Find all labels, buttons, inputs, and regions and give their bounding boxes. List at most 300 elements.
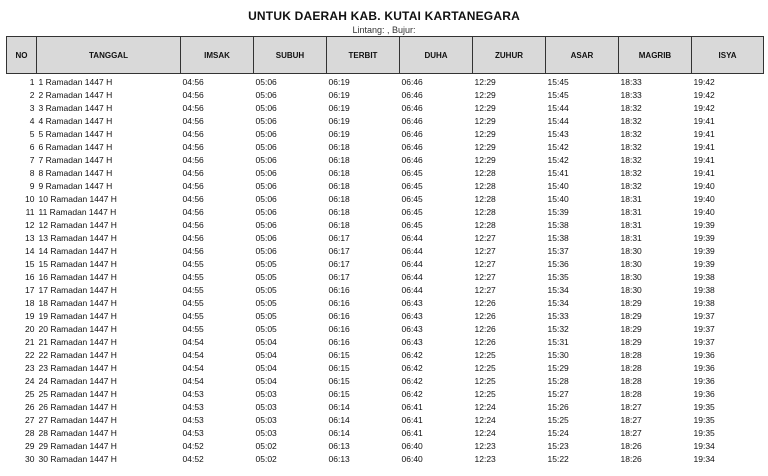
tanggal-cell: 10 Ramadan 1447 H — [38, 194, 117, 204]
duha-cell: 06:46 — [401, 116, 423, 126]
magrib-cell: 18:29 — [620, 337, 642, 347]
subuh-cell: 05:04 — [255, 363, 277, 373]
no-cell: 25 — [25, 389, 35, 399]
terbit-cell: 06:19 — [328, 77, 350, 87]
terbit-cell: 06:16 — [328, 285, 350, 295]
imsak-cell: 04:56 — [182, 233, 204, 243]
duha-cell: 06:46 — [401, 142, 423, 152]
no-cell: 18 — [25, 298, 35, 308]
imsak-cell: 04:56 — [182, 142, 204, 152]
magrib-cell: 18:29 — [620, 324, 642, 334]
duha-cell: 06:45 — [401, 168, 423, 178]
asar-cell: 15:22 — [547, 454, 569, 464]
isya-cell: 19:34 — [693, 454, 715, 464]
zuhur-cell: 12:29 — [474, 103, 496, 113]
tanggal-cell: 1 Ramadan 1447 H — [38, 77, 113, 87]
schedule-table — [6, 36, 764, 466]
magrib-cell: 18:30 — [620, 272, 642, 282]
subuh-cell: 05:06 — [255, 103, 277, 113]
subuh-cell: 05:06 — [255, 77, 277, 87]
terbit-cell: 06:17 — [328, 259, 350, 269]
isya-cell: 19:35 — [693, 415, 715, 425]
no-cell: 3 — [29, 103, 35, 113]
isya-cell: 19:39 — [693, 246, 715, 256]
imsak-cell: 04:56 — [182, 77, 204, 87]
magrib-cell: 18:32 — [620, 155, 642, 165]
duha-cell: 06:41 — [401, 428, 423, 438]
duha-cell: 06:46 — [401, 103, 423, 113]
magrib-cell: 18:28 — [620, 376, 642, 386]
table-row — [7, 219, 764, 232]
magrib-cell: 18:28 — [620, 363, 642, 373]
zuhur-cell: 12:23 — [474, 454, 496, 464]
asar-cell: 15:35 — [547, 272, 569, 282]
table-row — [7, 245, 764, 258]
table-row — [7, 349, 764, 362]
column-header-asar: ASAR — [546, 37, 619, 74]
zuhur-cell: 12:25 — [474, 363, 496, 373]
zuhur-cell: 12:28 — [474, 194, 496, 204]
subuh-cell: 05:06 — [255, 129, 277, 139]
tanggal-cell: 18 Ramadan 1447 H — [38, 298, 117, 308]
no-cell: 13 — [25, 233, 35, 243]
no-cell: 28 — [25, 428, 35, 438]
zuhur-cell: 12:26 — [474, 324, 496, 334]
zuhur-cell: 12:28 — [474, 181, 496, 191]
duha-cell: 06:45 — [401, 194, 423, 204]
asar-cell: 15:39 — [547, 207, 569, 217]
magrib-cell: 18:33 — [620, 77, 642, 87]
zuhur-cell: 12:28 — [474, 207, 496, 217]
column-header-terbit: TERBIT — [327, 37, 400, 74]
imsak-cell: 04:56 — [182, 220, 204, 230]
magrib-cell: 18:27 — [620, 428, 642, 438]
terbit-cell: 06:18 — [328, 207, 350, 217]
subuh-cell: 05:06 — [255, 90, 277, 100]
table-row — [7, 74, 764, 90]
no-cell: 20 — [25, 324, 35, 334]
subuh-cell: 05:06 — [255, 168, 277, 178]
table-row — [7, 453, 764, 466]
duha-cell: 06:44 — [401, 272, 423, 282]
isya-cell: 19:42 — [693, 90, 715, 100]
table-row — [7, 102, 764, 115]
isya-cell: 19:41 — [693, 142, 715, 152]
isya-cell: 19:36 — [693, 363, 715, 373]
subuh-cell: 05:06 — [255, 142, 277, 152]
table-row — [7, 401, 764, 414]
table-row — [7, 154, 764, 167]
tanggal-cell: 12 Ramadan 1447 H — [38, 220, 117, 230]
duha-cell: 06:43 — [401, 298, 423, 308]
isya-cell: 19:41 — [693, 116, 715, 126]
zuhur-cell: 12:24 — [474, 415, 496, 425]
magrib-cell: 18:31 — [620, 207, 642, 217]
asar-cell: 15:29 — [547, 363, 569, 373]
imsak-cell: 04:54 — [182, 376, 204, 386]
terbit-cell: 06:16 — [328, 311, 350, 321]
table-row — [7, 271, 764, 284]
no-cell: 23 — [25, 363, 35, 373]
subuh-cell: 05:05 — [255, 272, 277, 282]
no-cell: 24 — [25, 376, 35, 386]
imsak-cell: 04:53 — [182, 428, 204, 438]
tanggal-cell: 8 Ramadan 1447 H — [38, 168, 113, 178]
isya-cell: 19:39 — [693, 220, 715, 230]
terbit-cell: 06:16 — [328, 324, 350, 334]
table-row — [7, 440, 764, 453]
imsak-cell: 04:52 — [182, 454, 204, 464]
tanggal-cell: 27 Ramadan 1447 H — [38, 415, 117, 425]
imsak-cell: 04:56 — [182, 155, 204, 165]
subuh-cell: 05:06 — [255, 220, 277, 230]
terbit-cell: 06:14 — [328, 415, 350, 425]
imsak-cell: 04:55 — [182, 272, 204, 282]
magrib-cell: 18:29 — [620, 298, 642, 308]
magrib-cell: 18:28 — [620, 389, 642, 399]
zuhur-cell: 12:29 — [474, 155, 496, 165]
column-header-zuhur: ZUHUR — [473, 37, 546, 74]
magrib-cell: 18:32 — [620, 103, 642, 113]
coordinates-subtitle: Lintang: , Bujur: — [352, 25, 416, 35]
no-cell: 19 — [25, 311, 35, 321]
tanggal-cell: 15 Ramadan 1447 H — [38, 259, 117, 269]
asar-cell: 15:36 — [547, 259, 569, 269]
duha-cell: 06:42 — [401, 350, 423, 360]
table-row — [7, 362, 764, 375]
duha-cell: 06:42 — [401, 363, 423, 373]
tanggal-cell: 28 Ramadan 1447 H — [38, 428, 117, 438]
asar-cell: 15:38 — [547, 233, 569, 243]
column-header-subuh: SUBUH — [254, 37, 327, 74]
no-cell: 4 — [29, 116, 35, 126]
imsak-cell: 04:56 — [182, 103, 204, 113]
tanggal-cell: 26 Ramadan 1447 H — [38, 402, 117, 412]
tanggal-cell: 22 Ramadan 1447 H — [38, 350, 117, 360]
table-row — [7, 284, 764, 297]
duha-cell: 06:43 — [401, 311, 423, 321]
terbit-cell: 06:19 — [328, 129, 350, 139]
table-row — [7, 323, 764, 336]
tanggal-cell: 16 Ramadan 1447 H — [38, 272, 117, 282]
imsak-cell: 04:55 — [182, 285, 204, 295]
duha-cell: 06:42 — [401, 376, 423, 386]
magrib-cell: 18:27 — [620, 415, 642, 425]
imsak-cell: 04:55 — [182, 324, 204, 334]
terbit-cell: 06:15 — [328, 363, 350, 373]
duha-cell: 06:45 — [401, 207, 423, 217]
tanggal-cell: 20 Ramadan 1447 H — [38, 324, 117, 334]
no-cell: 6 — [29, 142, 35, 152]
zuhur-cell: 12:27 — [474, 259, 496, 269]
isya-cell: 19:41 — [693, 168, 715, 178]
table-row — [7, 167, 764, 180]
asar-cell: 15:45 — [547, 90, 569, 100]
terbit-cell: 06:19 — [328, 90, 350, 100]
zuhur-cell: 12:26 — [474, 311, 496, 321]
page-title: UNTUK DAERAH KAB. KUTAI KARTANEGARA — [248, 9, 520, 23]
subuh-cell: 05:03 — [255, 402, 277, 412]
asar-cell: 15:41 — [547, 168, 569, 178]
imsak-cell: 04:56 — [182, 181, 204, 191]
asar-cell: 15:42 — [547, 155, 569, 165]
table-row — [7, 375, 764, 388]
table-row — [7, 258, 764, 271]
no-cell: 5 — [29, 129, 35, 139]
imsak-cell: 04:53 — [182, 415, 204, 425]
imsak-cell: 04:55 — [182, 298, 204, 308]
column-header-tanggal: TANGGAL — [37, 37, 181, 74]
terbit-cell: 06:18 — [328, 181, 350, 191]
imsak-cell: 04:55 — [182, 259, 204, 269]
duha-cell: 06:45 — [401, 220, 423, 230]
column-header-no: NO — [7, 37, 37, 74]
no-cell: 10 — [25, 194, 35, 204]
zuhur-cell: 12:28 — [474, 168, 496, 178]
table-row — [7, 388, 764, 401]
no-cell: 21 — [25, 337, 35, 347]
duha-cell: 06:46 — [401, 90, 423, 100]
imsak-cell: 04:56 — [182, 168, 204, 178]
terbit-cell: 06:19 — [328, 103, 350, 113]
imsak-cell: 04:56 — [182, 207, 204, 217]
duha-cell: 06:44 — [401, 259, 423, 269]
isya-cell: 19:41 — [693, 129, 715, 139]
subuh-cell: 05:02 — [255, 454, 277, 464]
zuhur-cell: 12:29 — [474, 142, 496, 152]
asar-cell: 15:38 — [547, 220, 569, 230]
no-cell: 30 — [25, 454, 35, 464]
imsak-cell: 04:54 — [182, 337, 204, 347]
asar-cell: 15:25 — [547, 415, 569, 425]
terbit-cell: 06:17 — [328, 272, 350, 282]
subuh-cell: 05:06 — [255, 207, 277, 217]
magrib-cell: 18:31 — [620, 194, 642, 204]
zuhur-cell: 12:26 — [474, 298, 496, 308]
asar-cell: 15:44 — [547, 103, 569, 113]
tanggal-cell: 19 Ramadan 1447 H — [38, 311, 117, 321]
table-row — [7, 232, 764, 245]
asar-cell: 15:31 — [547, 337, 569, 347]
zuhur-cell: 12:27 — [474, 272, 496, 282]
subuh-cell: 05:05 — [255, 311, 277, 321]
no-cell: 15 — [25, 259, 35, 269]
subuh-cell: 05:04 — [255, 376, 277, 386]
no-cell: 16 — [25, 272, 35, 282]
asar-cell: 15:26 — [547, 402, 569, 412]
magrib-cell: 18:32 — [620, 142, 642, 152]
imsak-cell: 04:56 — [182, 129, 204, 139]
isya-cell: 19:37 — [693, 337, 715, 347]
no-cell: 12 — [25, 220, 35, 230]
duha-cell: 06:44 — [401, 246, 423, 256]
no-cell: 8 — [29, 168, 35, 178]
asar-cell: 15:24 — [547, 428, 569, 438]
no-cell: 11 — [25, 207, 35, 217]
zuhur-cell: 12:25 — [474, 376, 496, 386]
isya-cell: 19:37 — [693, 324, 715, 334]
magrib-cell: 18:30 — [620, 285, 642, 295]
subuh-cell: 05:06 — [255, 233, 277, 243]
imsak-cell: 04:56 — [182, 194, 204, 204]
isya-cell: 19:35 — [693, 428, 715, 438]
tanggal-cell: 6 Ramadan 1447 H — [38, 142, 113, 152]
no-cell: 22 — [25, 350, 35, 360]
subuh-cell: 05:05 — [255, 285, 277, 295]
magrib-cell: 18:30 — [620, 259, 642, 269]
no-cell: 14 — [25, 246, 35, 256]
isya-cell: 19:41 — [693, 155, 715, 165]
magrib-cell: 18:32 — [620, 168, 642, 178]
terbit-cell: 06:15 — [328, 389, 350, 399]
duha-cell: 06:41 — [401, 415, 423, 425]
zuhur-cell: 12:27 — [474, 233, 496, 243]
terbit-cell: 06:18 — [328, 194, 350, 204]
duha-cell: 06:46 — [401, 77, 423, 87]
isya-cell: 19:35 — [693, 402, 715, 412]
table-row — [7, 206, 764, 219]
terbit-cell: 06:19 — [328, 116, 350, 126]
asar-cell: 15:42 — [547, 142, 569, 152]
subuh-cell: 05:03 — [255, 428, 277, 438]
duha-cell: 06:40 — [401, 454, 423, 464]
duha-cell: 06:43 — [401, 337, 423, 347]
asar-cell: 15:34 — [547, 285, 569, 295]
table-row — [7, 128, 764, 141]
terbit-cell: 06:14 — [328, 402, 350, 412]
zuhur-cell: 12:23 — [474, 441, 496, 451]
asar-cell: 15:30 — [547, 350, 569, 360]
asar-cell: 15:28 — [547, 376, 569, 386]
column-header-isya: ISYA — [692, 37, 764, 74]
isya-cell: 19:40 — [693, 181, 715, 191]
isya-cell: 19:34 — [693, 441, 715, 451]
zuhur-cell: 12:29 — [474, 129, 496, 139]
imsak-cell: 04:52 — [182, 441, 204, 451]
asar-cell: 15:33 — [547, 311, 569, 321]
magrib-cell: 18:27 — [620, 402, 642, 412]
tanggal-cell: 17 Ramadan 1447 H — [38, 285, 117, 295]
subuh-cell: 05:04 — [255, 337, 277, 347]
table-row — [7, 180, 764, 193]
zuhur-cell: 12:25 — [474, 389, 496, 399]
table-row — [7, 414, 764, 427]
subuh-cell: 05:03 — [255, 389, 277, 399]
table-row — [7, 89, 764, 102]
imsak-cell: 04:53 — [182, 389, 204, 399]
isya-cell: 19:37 — [693, 311, 715, 321]
terbit-cell: 06:17 — [328, 246, 350, 256]
terbit-cell: 06:18 — [328, 155, 350, 165]
tanggal-cell: 5 Ramadan 1447 H — [38, 129, 113, 139]
terbit-cell: 06:13 — [328, 441, 350, 451]
magrib-cell: 18:31 — [620, 233, 642, 243]
asar-cell: 15:40 — [547, 194, 569, 204]
tanggal-cell: 24 Ramadan 1447 H — [38, 376, 117, 386]
magrib-cell: 18:31 — [620, 220, 642, 230]
magrib-cell: 18:28 — [620, 350, 642, 360]
terbit-cell: 06:13 — [328, 454, 350, 464]
subuh-cell: 05:04 — [255, 350, 277, 360]
tanggal-cell: 21 Ramadan 1447 H — [38, 337, 117, 347]
terbit-cell: 06:15 — [328, 376, 350, 386]
no-cell: 9 — [29, 181, 35, 191]
table-row — [7, 427, 764, 440]
zuhur-cell: 12:24 — [474, 428, 496, 438]
isya-cell: 19:36 — [693, 350, 715, 360]
imsak-cell: 04:54 — [182, 363, 204, 373]
no-cell: 17 — [25, 285, 35, 295]
asar-cell: 15:27 — [547, 389, 569, 399]
tanggal-cell: 2 Ramadan 1447 H — [38, 90, 113, 100]
isya-cell: 19:39 — [693, 259, 715, 269]
duha-cell: 06:46 — [401, 129, 423, 139]
table-row — [7, 297, 764, 310]
isya-cell: 19:38 — [693, 298, 715, 308]
isya-cell: 19:39 — [693, 233, 715, 243]
duha-cell: 06:41 — [401, 402, 423, 412]
table-row — [7, 193, 764, 206]
imsak-cell: 04:53 — [182, 402, 204, 412]
tanggal-cell: 23 Ramadan 1447 H — [38, 363, 117, 373]
no-cell: 1 — [29, 77, 35, 87]
terbit-cell: 06:16 — [328, 337, 350, 347]
tanggal-cell: 9 Ramadan 1447 H — [38, 181, 113, 191]
zuhur-cell: 12:27 — [474, 246, 496, 256]
imsak-cell: 04:56 — [182, 246, 204, 256]
duha-cell: 06:45 — [401, 181, 423, 191]
tanggal-cell: 25 Ramadan 1447 H — [38, 389, 117, 399]
imsak-cell: 04:56 — [182, 90, 204, 100]
terbit-cell: 06:18 — [328, 220, 350, 230]
magrib-cell: 18:29 — [620, 311, 642, 321]
terbit-cell: 06:16 — [328, 298, 350, 308]
magrib-cell: 18:30 — [620, 246, 642, 256]
no-cell: 7 — [29, 155, 35, 165]
duha-cell: 06:43 — [401, 324, 423, 334]
asar-cell: 15:44 — [547, 116, 569, 126]
subuh-cell: 05:06 — [255, 246, 277, 256]
column-header-duha: DUHA — [400, 37, 473, 74]
isya-cell: 19:36 — [693, 389, 715, 399]
duha-cell: 06:44 — [401, 233, 423, 243]
zuhur-cell: 12:28 — [474, 220, 496, 230]
no-cell: 2 — [29, 90, 35, 100]
tanggal-cell: 13 Ramadan 1447 H — [38, 233, 117, 243]
isya-cell: 19:40 — [693, 207, 715, 217]
terbit-cell: 06:18 — [328, 142, 350, 152]
tanggal-cell: 14 Ramadan 1447 H — [38, 246, 117, 256]
terbit-cell: 06:17 — [328, 233, 350, 243]
table-row — [7, 141, 764, 154]
magrib-cell: 18:32 — [620, 129, 642, 139]
imsak-cell: 04:56 — [182, 116, 204, 126]
isya-cell: 19:36 — [693, 376, 715, 386]
no-cell: 29 — [25, 441, 35, 451]
zuhur-cell: 12:29 — [474, 77, 496, 87]
column-header-imsak: IMSAK — [181, 37, 254, 74]
tanggal-cell: 11 Ramadan 1447 H — [38, 207, 117, 217]
subuh-cell: 05:06 — [255, 155, 277, 165]
duha-cell: 06:40 — [401, 441, 423, 451]
asar-cell: 15:40 — [547, 181, 569, 191]
no-cell: 27 — [25, 415, 35, 425]
isya-cell: 19:38 — [693, 272, 715, 282]
asar-cell: 15:43 — [547, 129, 569, 139]
header-row — [7, 37, 764, 74]
asar-cell: 15:23 — [547, 441, 569, 451]
subuh-cell: 05:05 — [255, 324, 277, 334]
